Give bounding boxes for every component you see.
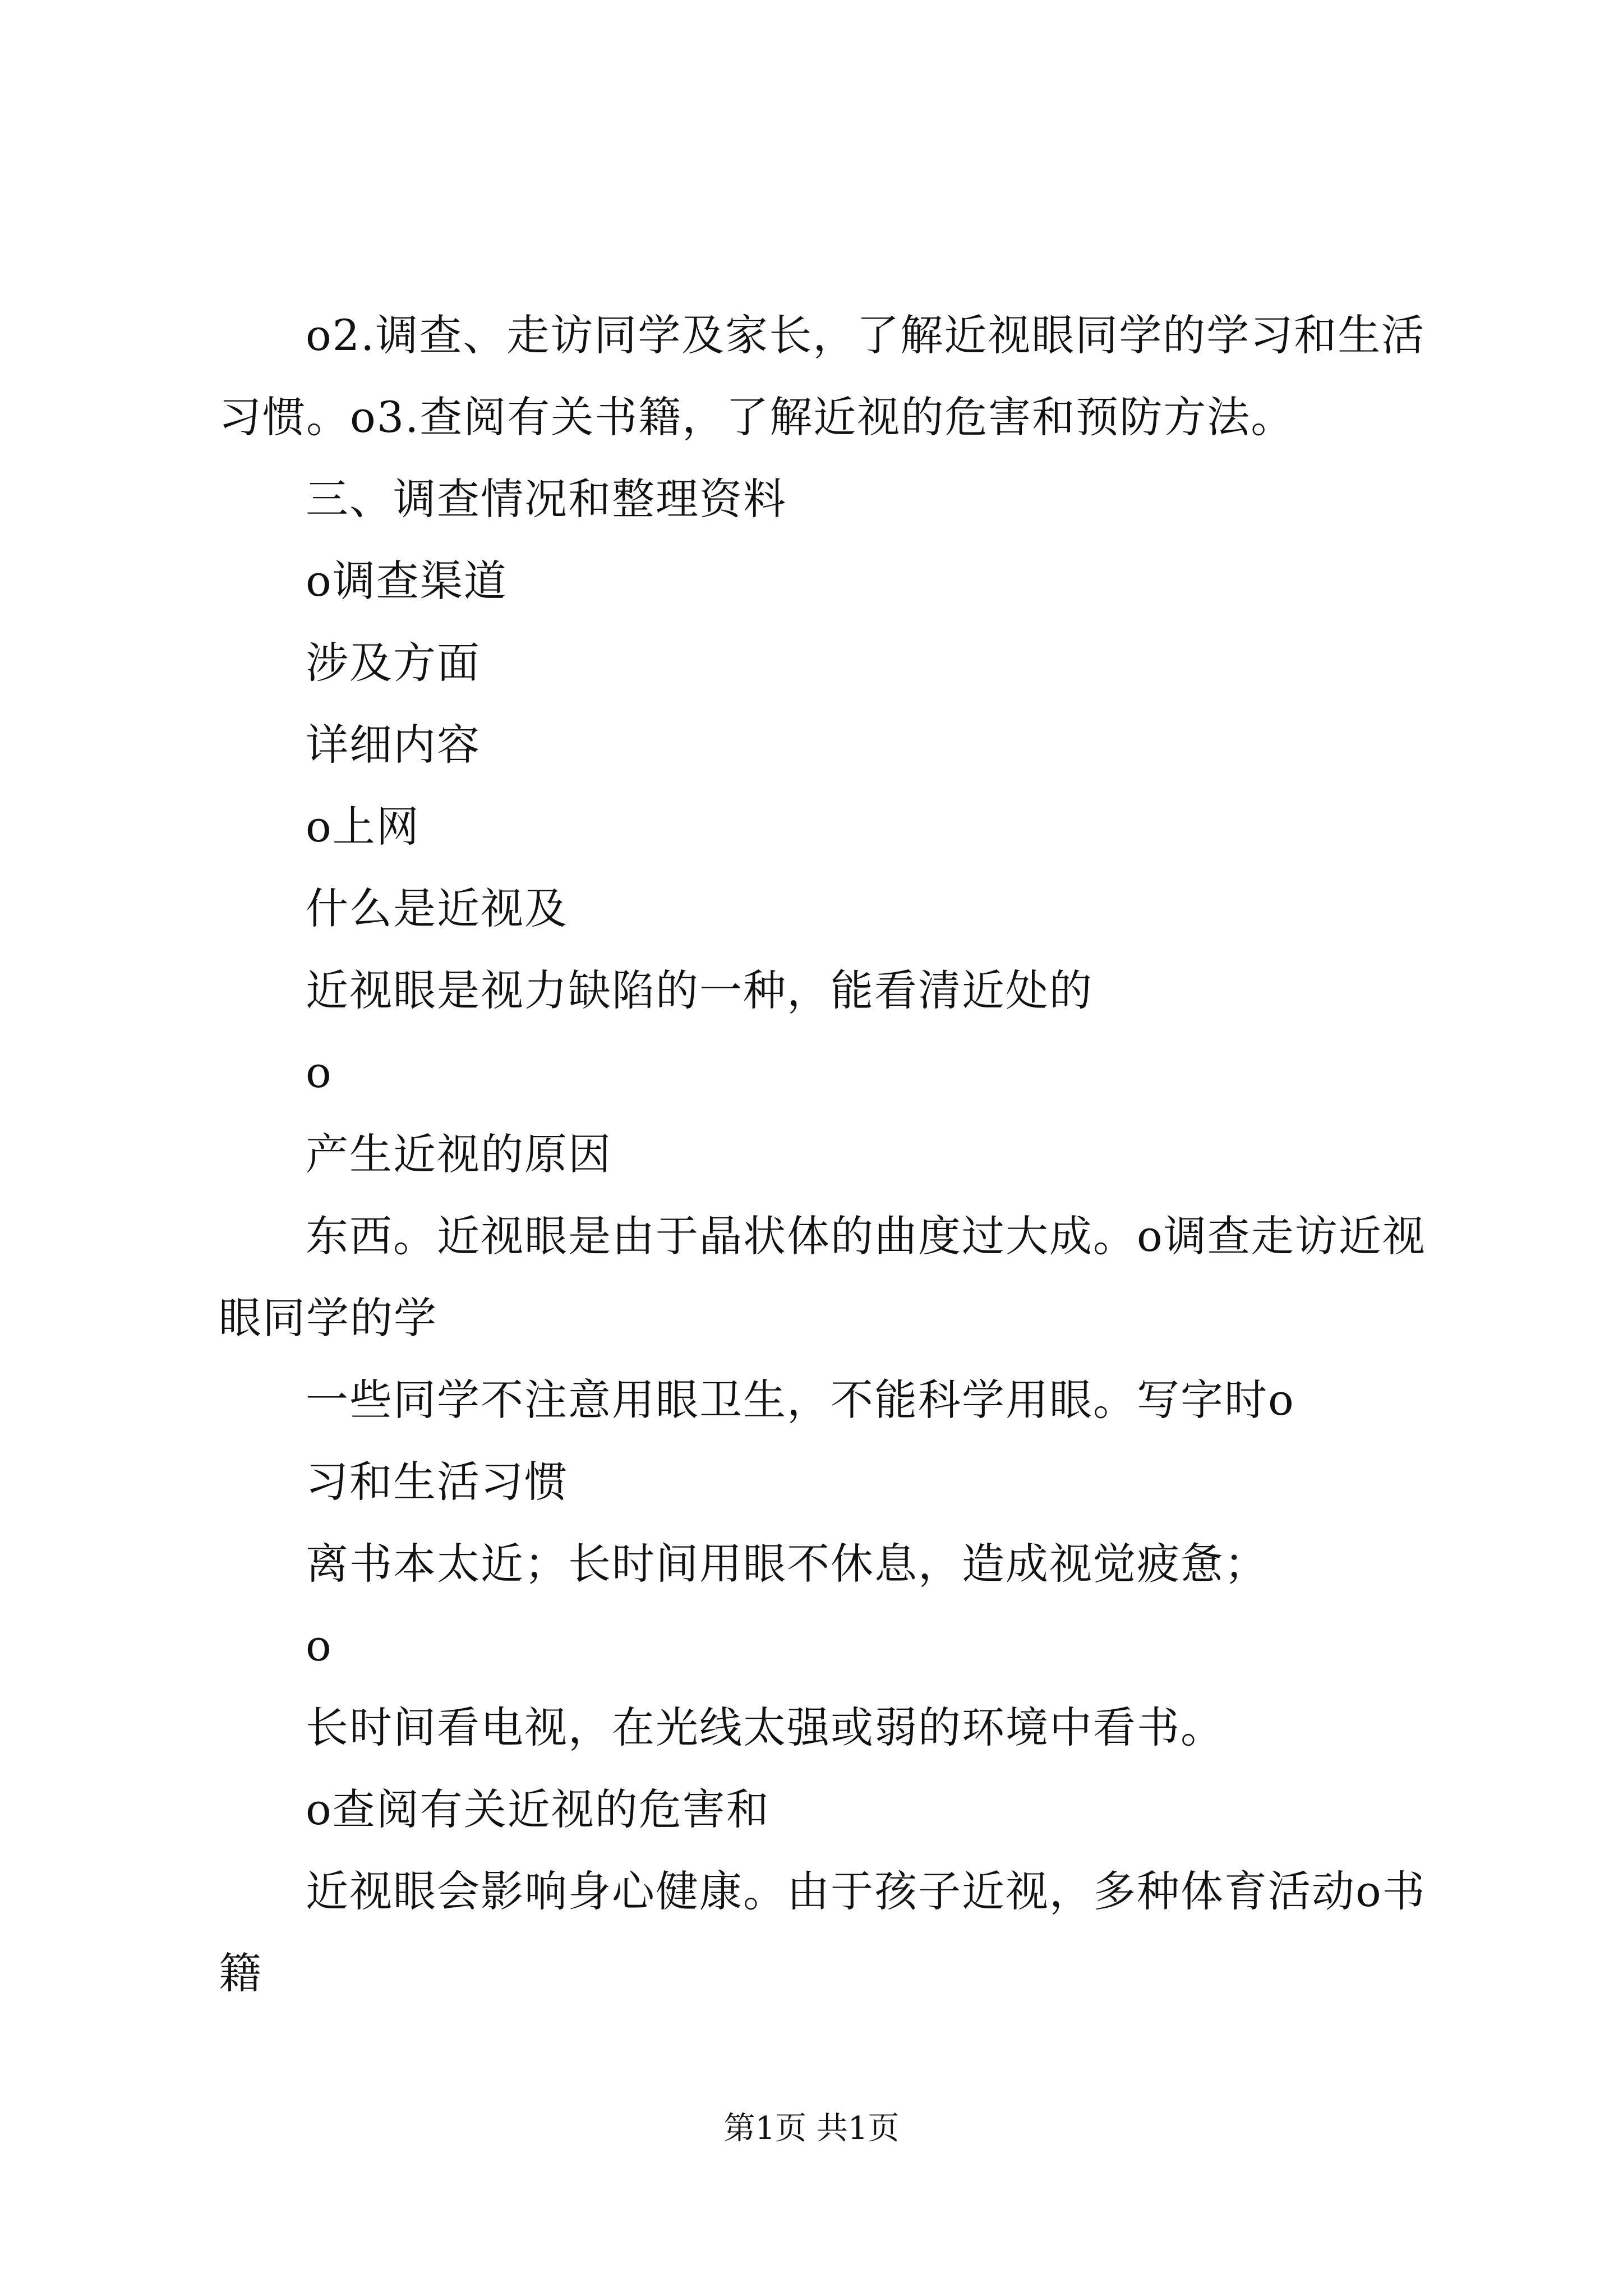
page-number-footer: 第1页 共1页 <box>723 2110 900 2147</box>
text-line-14: 一些同学不注意用眼卫生，不能科学用眼。写字时o <box>306 1375 1295 1425</box>
text-line-21: 籍 <box>219 1948 262 1998</box>
text-line-15: 习和生活习惯 <box>306 1457 568 1507</box>
text-line-8: 什么是近视及 <box>306 884 568 933</box>
text-line-10: o <box>306 1047 333 1097</box>
text-line-11: 产生近视的原因 <box>306 1129 612 1179</box>
text-line-20: 近视眼会影响身心健康。由于孩子近视，多种体育活动o书 <box>306 1866 1426 1916</box>
text-line-9: 近视眼是视力缺陷的一种，能看清近处的 <box>306 965 1093 1015</box>
text-line-13: 眼同学的学 <box>219 1293 437 1343</box>
text-line-12: 东西。近视眼是由于晶状体的曲度过大成。o调查走访近视 <box>306 1211 1426 1261</box>
text-line-19: o查阅有关近视的危害和 <box>306 1784 770 1834</box>
text-line-6: 详细内容 <box>306 720 481 770</box>
text-line-16: 离书本太近；长时间用眼不休息，造成视觉疲惫； <box>306 1539 1268 1589</box>
text-line-18: 长时间看电视，在光线太强或弱的环境中看书。 <box>306 1703 1224 1752</box>
text-line-2: 习惯。o3.查阅有关书籍，了解近视的危害和预防方法。 <box>219 392 1295 442</box>
text-line-1: o2.调查、走访同学及家长，了解近视眼同学的学习和生活 <box>306 310 1426 360</box>
text-line-17: o <box>306 1621 333 1671</box>
text-line-7: o上网 <box>306 802 420 852</box>
text-line-3: 三、调查情况和整理资料 <box>306 474 787 524</box>
text-line-5: 涉及方面 <box>306 638 481 688</box>
text-line-4: o调查渠道 <box>306 556 508 606</box>
